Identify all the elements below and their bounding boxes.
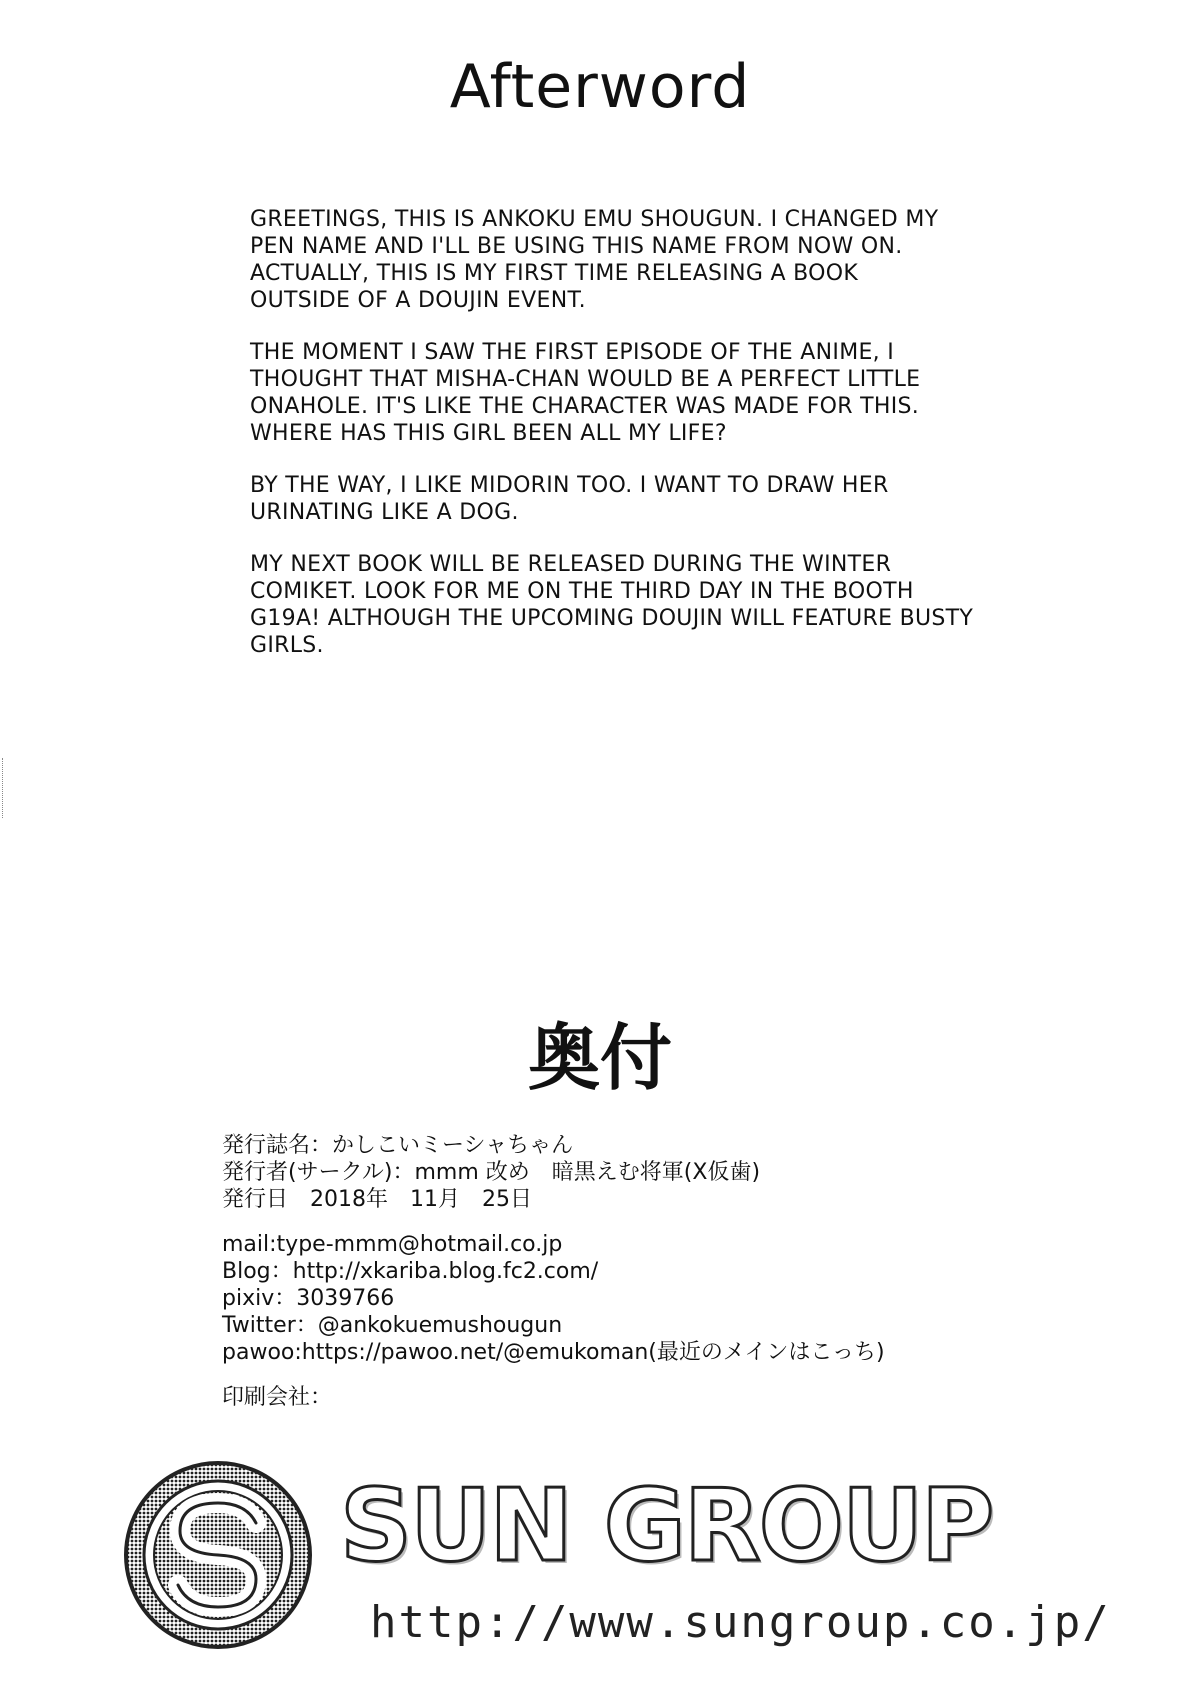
afterword-paragraph: GREETINGS, THIS IS ANKOKU EMU SHOUGUN. I CHANGED MY PEN NAME AND I'LL BE USING THIS NAME FROM NOW ON. ACTUALLY, THIS IS MY FIRST TIME RELEASING A BOOK OUTSIDE OF A DOUJIN EVENT. [250, 207, 939, 313]
publication-date-line: 発行日 2018年 11月 25日 [222, 1187, 532, 1212]
contact-blog: Blog：http://xkariba.blog.fc2.com/ [222, 1259, 599, 1284]
sun-group-logo-icon [118, 1455, 318, 1655]
printer-label: 印刷会社： [222, 1385, 333, 1410]
contact-pawoo: pawoo:https://pawoo.net/@emukoman(最近のメインはこっち) [222, 1340, 885, 1365]
afterword-paragraph: MY NEXT BOOK WILL BE RELEASED DURING THE WINTER COMIKET. LOOK FOR ME ON THE THIRD DAY IN THE BOOTH G19A! ALTHOUGH THE UPCOMING DOUJIN WILL FEATURE BUSTY GIRLS. [250, 552, 974, 658]
printer-url: http://www.sungroup.co.jp/ [370, 1597, 1111, 1648]
contact-mail: mail:type-mmm@hotmail.co.jp [222, 1232, 563, 1257]
afterword-title: Afterword [449, 52, 751, 122]
contact-twitter: Twitter：@ankokuemushougun [222, 1313, 563, 1338]
colophon-heading: 奥付 [527, 1016, 672, 1100]
colophon-details [222, 1132, 1122, 1411]
margin-marks [2, 758, 6, 818]
afterword-body [250, 206, 1010, 684]
afterword-paragraph: BY THE WAY, I LIKE MIDORIN TOO. I WANT TO DRAW HER URINATING LIKE A DOG. [250, 473, 889, 525]
printer-name: SUN GROUP [340, 1467, 993, 1584]
afterword-paragraph: THE MOMENT I SAW THE FIRST EPISODE OF THE ANIME, I THOUGHT THAT MISHA-CHAN WOULD BE A PERFECT LITTLE ONAHOLE. IT'S LIKE THE CHARACTER WAS MADE FOR THIS. WHERE HAS THIS GIRL BEEN ALL MY LIFE? [250, 340, 921, 446]
contact-pixiv: pixiv：3039766 [222, 1286, 395, 1311]
publisher-line: 発行者(サークル)：mmm 改め 暗黒えむ将軍(X仮歯) [222, 1160, 761, 1185]
printer-logo [108, 1455, 1111, 1680]
publication-title-line: 発行誌名：かしこいミーシャちゃん [222, 1133, 574, 1158]
